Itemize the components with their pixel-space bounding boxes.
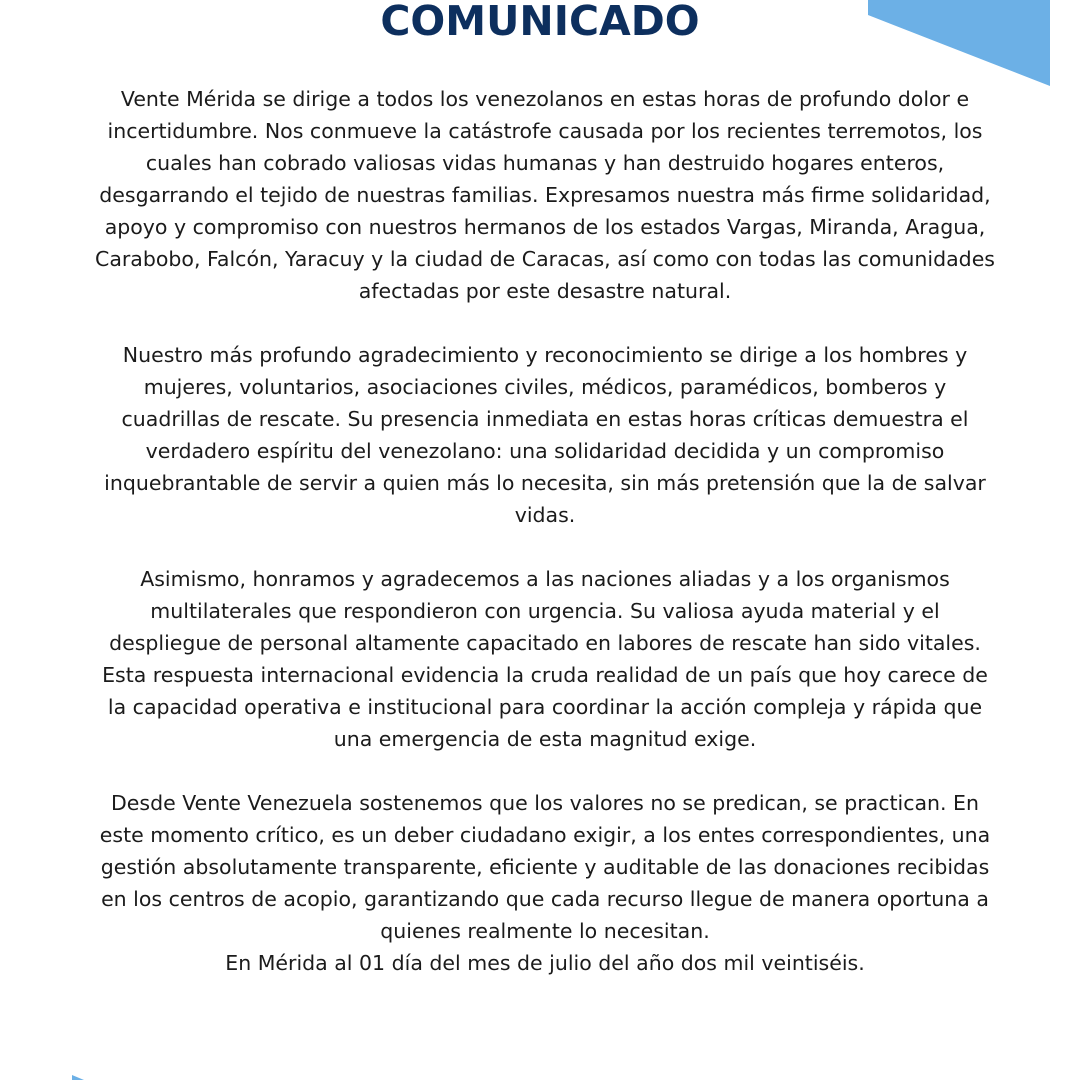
- paragraph-1: Vente Mérida se dirige a todos los venezolanos en estas horas de profundo dolor e incertidumbre. Nos conmueve la catástrofe causada por los recientes terremotos, los cuales han cobrado valiosas vidas humanas y han destruido hogares enteros, desgarrando el tejido de nuestras familias. Expresamos nuestra más firme solidaridad, apoyo y compromiso con nuestros hermanos de los estados Vargas, Miranda, Aragua, Carabobo, Falcón, Yaracuy y la ciudad de Caracas, así como con todas las comunidades afectadas por este desastre natural.: [95, 87, 995, 303]
- closing-line: En Mérida al 01 día del mes de julio del año dos mil veintiséis.: [225, 951, 865, 975]
- paragraph-4: Desde Vente Venezuela sostenemos que los valores no se predican, se practican. En este momento crítico, es un deber ciudadano exigir, a los entes correspondientes, una gestión absolutamente transparente, eficiente y auditable de las donaciones recibidas en los centros de acopio, garantizando que cada recurso llegue de manera oportuna a quienes realmente lo necesitan.: [99, 791, 991, 943]
- page-title: COMUNICADO: [380, 0, 700, 45]
- statement-body: [95, 83, 995, 979]
- bottom-left-corner-shape: [72, 1075, 84, 1080]
- paragraph-3: Asimismo, honramos y agradecemos a las naciones aliadas y a los organismos multilaterales que respondieron con urgencia. Su valiosa ayuda material y el despliegue de personal altamente capacitado en labores de rescate han sido vitales. Esta respuesta internacional evidencia la cruda realidad de un país que hoy carece de la capacidad operativa e institucional para coordinar la acción compleja y rápida que una emergencia de esta magnitud exige.: [102, 567, 988, 751]
- paragraph-2: Nuestro más profundo agradecimiento y reconocimiento se dirige a los hombres y mujeres, voluntarios, asociaciones civiles, médicos, paramédicos, bomberos y cuadrillas de rescate. Su presencia inmediata en estas horas críticas demuestra el verdadero espíritu del venezolano: una solidaridad decidida y un compromiso inquebrantable de servir a quien más lo necesita, sin más pretensión que la de salvar vidas.: [104, 343, 986, 527]
